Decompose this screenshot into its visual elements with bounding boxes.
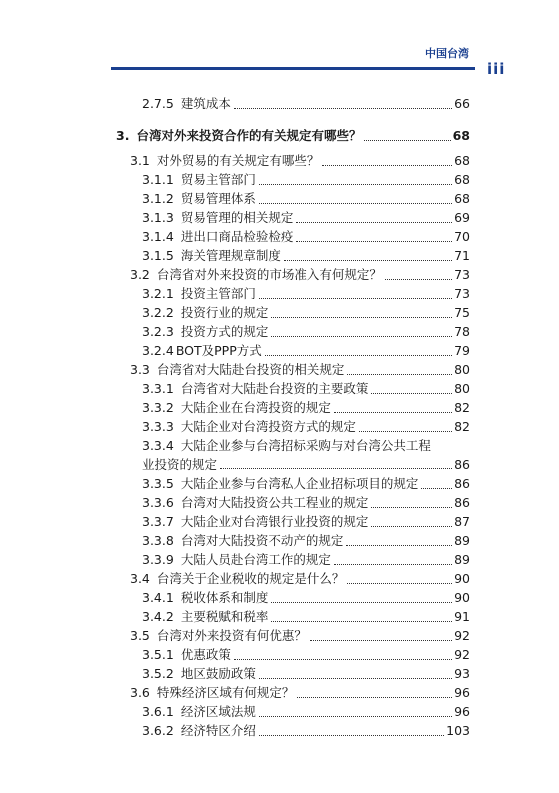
toc-entry-title: 投资方式的规定 xyxy=(180,324,269,339)
toc-entry-number: 3.3.9 xyxy=(142,552,174,567)
toc-entry[interactable] xyxy=(142,666,470,682)
toc-entry-number: 3.6.2 xyxy=(142,723,174,738)
toc-entry-number: 3.2.3 xyxy=(142,324,174,339)
dot-leader xyxy=(322,165,452,166)
toc-entry-page: 86 xyxy=(454,476,470,491)
toc-entry-multiline[interactable] xyxy=(142,436,470,474)
toc-entry-page: 91 xyxy=(454,609,470,624)
toc-entry-title: 特殊经济区域有何规定？ xyxy=(156,685,295,700)
dot-leader xyxy=(259,716,452,717)
toc-section-entry[interactable] xyxy=(130,571,470,587)
toc-entry-title: 大陆人员赴台湾工作的规定 xyxy=(180,552,331,567)
dot-leader xyxy=(371,526,452,527)
toc-entry-number: 2.7.5 xyxy=(142,96,174,111)
dot-leader xyxy=(259,735,444,736)
toc-entry[interactable] xyxy=(142,609,470,625)
toc-entry-title: 台湾关于企业税收的规定是什么？ xyxy=(156,571,345,586)
dot-leader xyxy=(296,241,452,242)
toc-entry[interactable] xyxy=(142,324,470,340)
toc-entry[interactable] xyxy=(142,248,470,264)
toc-entry-title: 大陆企业在台湾投资的规定 xyxy=(180,400,331,415)
toc-entry-number: 3.5.1 xyxy=(142,647,174,662)
toc-entry-page: 73 xyxy=(454,267,470,282)
toc-entry[interactable] xyxy=(142,495,470,511)
toc-entry-number: 3.3.7 xyxy=(142,514,174,529)
toc-entry-page: 92 xyxy=(454,647,470,662)
toc-entry-number: 3.3.1 xyxy=(142,381,174,396)
toc-entry-number: 3.3.4 xyxy=(142,438,174,453)
toc-entry-number: 3.6.1 xyxy=(142,704,174,719)
toc-entry-page: 68 xyxy=(454,153,470,168)
toc-entry-number: 3.3.3 xyxy=(142,419,174,434)
toc-entry-number: 3.2.1 xyxy=(142,286,174,301)
toc-entry-page: 87 xyxy=(454,514,470,529)
dot-leader xyxy=(334,412,452,413)
toc-entry-title: 经济特区介绍 xyxy=(180,723,256,738)
toc-entry[interactable] xyxy=(142,723,470,739)
toc-section-entry[interactable] xyxy=(130,628,470,644)
toc-entry-number: 3.6 xyxy=(130,685,150,700)
toc-entry-number: 3.2 xyxy=(130,267,150,282)
toc-entry-title: 台湾对外来投资有何优惠？ xyxy=(156,628,307,643)
toc-entry-number: 3.4.1 xyxy=(142,590,174,605)
toc-entry-number: 3.4 xyxy=(130,571,150,586)
dot-leader xyxy=(359,431,452,432)
dot-leader xyxy=(297,697,452,698)
toc-entry-page: 90 xyxy=(454,590,470,605)
toc-entry[interactable] xyxy=(142,172,470,188)
toc-entry[interactable] xyxy=(142,286,470,302)
toc-section-entry[interactable] xyxy=(130,685,470,701)
toc-entry-page: 78 xyxy=(454,324,470,339)
toc-entry-title-continued: 业投资的规定 xyxy=(142,457,218,472)
dot-leader xyxy=(259,298,452,299)
toc-entry[interactable] xyxy=(142,419,470,435)
toc-entry-page: 82 xyxy=(454,400,470,415)
dot-leader xyxy=(371,393,452,394)
toc-entry-title: 主要税赋和税率 xyxy=(180,609,269,624)
toc-entry-page: 86 xyxy=(454,457,470,472)
toc-entry[interactable] xyxy=(142,552,470,568)
toc-entry-page: 89 xyxy=(454,552,470,567)
toc-entry-page: 80 xyxy=(454,362,470,377)
toc-entry-title: 海关管理规章制度 xyxy=(180,248,281,263)
toc-entry-number: 3. xyxy=(116,128,130,143)
toc-entry-title: 大陆企业对台湾银行业投资的规定 xyxy=(180,514,369,529)
toc-entry-title: 贸易管理体系 xyxy=(180,191,256,206)
toc-entry-page: 71 xyxy=(454,248,470,263)
toc-entry-page: 66 xyxy=(454,96,470,111)
dot-leader xyxy=(284,260,452,261)
toc-entry-page: 75 xyxy=(454,305,470,320)
toc-entry-number: 3.1.5 xyxy=(142,248,174,263)
toc-entry-number: 3.5.2 xyxy=(142,666,174,681)
dot-leader xyxy=(310,640,452,641)
toc-entry-number: 3.1 xyxy=(130,153,150,168)
toc-entry-number: 3.2.2 xyxy=(142,305,174,320)
toc-entry[interactable] xyxy=(142,514,470,530)
toc-entry-number: 3.1.1 xyxy=(142,172,174,187)
toc-section-entry[interactable] xyxy=(130,362,470,378)
toc-entry[interactable] xyxy=(142,191,470,207)
toc-entry-number: 3.1.3 xyxy=(142,210,174,225)
dot-leader xyxy=(364,140,450,141)
toc-entry-page: 90 xyxy=(454,571,470,586)
toc-entry-page: 73 xyxy=(454,286,470,301)
toc-entry[interactable] xyxy=(142,533,470,549)
toc-entry-number: 3.3 xyxy=(130,362,150,377)
toc-entry-title: 税收体系和制度 xyxy=(180,590,269,605)
toc-entry-number: 3.3.6 xyxy=(142,495,174,510)
toc-section-entry[interactable] xyxy=(130,153,470,169)
toc-entry-title: 投资行业的规定 xyxy=(180,305,269,320)
dot-leader xyxy=(296,222,452,223)
toc-entry-page: 89 xyxy=(454,533,470,548)
toc-entry-title: 优惠政策 xyxy=(180,647,231,662)
header-rule xyxy=(111,67,475,70)
toc-entry-number: 3.3.8 xyxy=(142,533,174,548)
toc-entry-page: 80 xyxy=(454,381,470,396)
dot-leader xyxy=(259,678,452,679)
toc-entry-title: 台湾对大陆投资不动产的规定 xyxy=(180,533,344,548)
toc-entry[interactable] xyxy=(142,400,470,416)
toc-entry-title: 投资主管部门 xyxy=(180,286,256,301)
toc-entry-title: 大陆企业参与台湾私人企业招标项目的规定 xyxy=(180,476,419,491)
dot-leader xyxy=(334,564,452,565)
dot-leader xyxy=(347,583,452,584)
dot-leader xyxy=(371,507,452,508)
dot-leader xyxy=(259,184,452,185)
toc-chapter-entry[interactable] xyxy=(116,128,470,144)
toc-entry-title: 大陆企业参与台湾招标采购与对台湾公共工程 xyxy=(180,438,431,453)
toc-entry-number: 3.5 xyxy=(130,628,150,643)
toc-entry-title: 对外贸易的有关规定有哪些？ xyxy=(156,153,320,168)
toc-entry-title: 经济区域法规 xyxy=(180,704,256,719)
toc-entry-page: 70 xyxy=(454,229,470,244)
header-title: 中国台湾 xyxy=(425,47,469,60)
dot-leader xyxy=(271,621,452,622)
dot-leader xyxy=(346,545,452,546)
toc-entry-page: 92 xyxy=(454,628,470,643)
toc-entry-page: 68 xyxy=(454,191,470,206)
toc-entry-title: 进出口商品检验检疫 xyxy=(180,229,294,244)
toc-entry-page: 93 xyxy=(454,666,470,681)
toc-entry-title: 台湾对大陆投资公共工程业的规定 xyxy=(180,495,369,510)
toc-entry[interactable] xyxy=(142,343,470,359)
toc-entry-number: 3.2.4 xyxy=(142,343,174,358)
dot-leader xyxy=(259,203,452,204)
toc-entry-title: 台湾省对外来投资的市场准入有何规定？ xyxy=(156,267,382,282)
toc-entry[interactable] xyxy=(142,476,470,492)
toc-entry[interactable] xyxy=(142,381,470,397)
toc-entry[interactable] xyxy=(142,590,470,606)
toc-entry-number: 3.1.2 xyxy=(142,191,174,206)
toc-entry[interactable] xyxy=(142,704,470,720)
toc-entry-page: 82 xyxy=(454,419,470,434)
toc-entry-title: 大陆企业对台湾投资方式的规定 xyxy=(180,419,356,434)
toc-entry-title: 台湾省对大陆赴台投资的主要政策 xyxy=(180,381,369,396)
dot-leader xyxy=(271,317,452,318)
dot-leader xyxy=(265,355,452,356)
toc-entry-page: 103 xyxy=(446,723,470,738)
toc-entry[interactable] xyxy=(142,229,470,245)
toc-entry-title: 地区鼓励政策 xyxy=(180,666,256,681)
toc-entry-title: 台湾省对大陆赴台投资的相关规定 xyxy=(156,362,345,377)
toc-entry-number: 3.4.2 xyxy=(142,609,174,624)
toc-entry-number: 3.3.2 xyxy=(142,400,174,415)
dot-leader xyxy=(234,108,452,109)
dot-leader xyxy=(421,488,452,489)
toc-entry[interactable] xyxy=(142,305,470,321)
page-number: iii xyxy=(487,60,506,78)
toc-section-entry[interactable] xyxy=(130,267,470,283)
toc-entry-page: 96 xyxy=(454,685,470,700)
dot-leader xyxy=(220,468,452,469)
toc-entry-page: 79 xyxy=(454,343,470,358)
toc-entry[interactable] xyxy=(142,210,470,226)
toc-entry-title: BOT及PPP方式 xyxy=(175,343,262,358)
toc-entry-page: 86 xyxy=(454,495,470,510)
dot-leader xyxy=(271,602,452,603)
toc-entry[interactable] xyxy=(142,647,470,663)
toc-entry-title: 建筑成本 xyxy=(180,96,231,111)
toc-entry-page: 69 xyxy=(454,210,470,225)
dot-leader xyxy=(385,279,452,280)
dot-leader xyxy=(234,659,452,660)
toc-entry-title: 贸易主管部门 xyxy=(180,172,256,187)
toc-entry-page: 68 xyxy=(454,172,470,187)
dot-leader xyxy=(271,336,452,337)
toc-entry-title: 台湾对外来投资合作的有关规定有哪些？ xyxy=(136,128,362,143)
toc-entry-title: 贸易管理的相关规定 xyxy=(180,210,294,225)
toc-entry-page: 68 xyxy=(452,128,470,143)
toc-entry-number: 3.3.5 xyxy=(142,476,174,491)
dot-leader xyxy=(347,374,452,375)
toc-entry-number: 3.1.4 xyxy=(142,229,174,244)
toc-entry[interactable] xyxy=(142,96,470,112)
toc-entry-page: 96 xyxy=(454,704,470,719)
